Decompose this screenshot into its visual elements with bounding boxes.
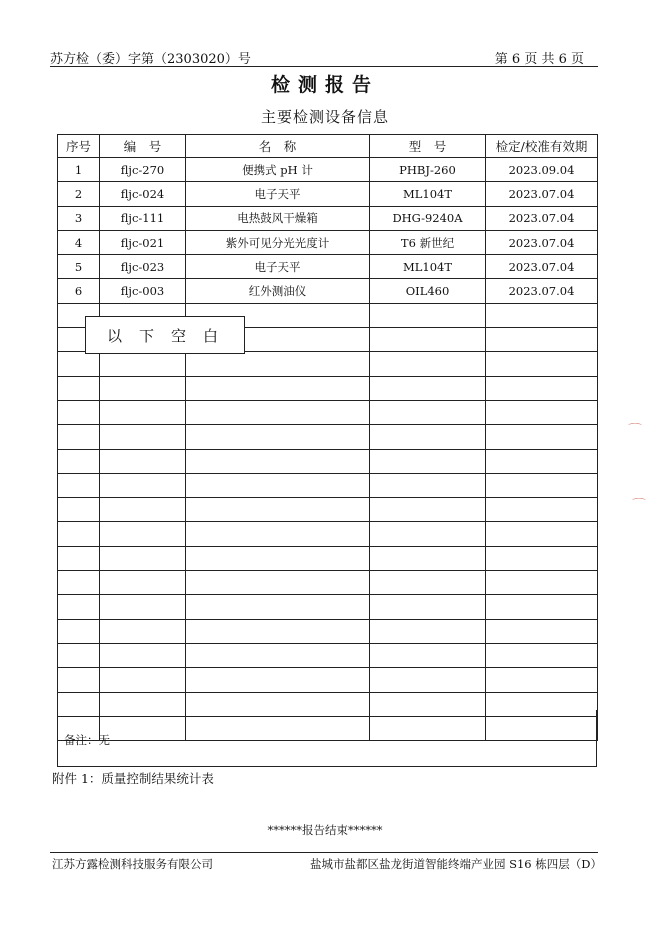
table-cell: 红外测油仪 <box>186 279 370 303</box>
table-cell <box>486 546 598 570</box>
table-cell <box>486 595 598 619</box>
table-row <box>58 619 598 643</box>
table-cell <box>100 352 186 376</box>
table-cell <box>186 425 370 449</box>
table-cell <box>370 498 486 522</box>
table-cell <box>486 376 598 400</box>
table-cell <box>100 571 186 595</box>
table-row <box>58 206 598 230</box>
table-cell <box>370 376 486 400</box>
table-cell: DHG-9240A <box>370 206 486 230</box>
report-number: 苏方检（委）字第（2303020）号 <box>50 52 251 67</box>
attachment-note: 附件 1：质量控制结果统计表 <box>52 771 214 786</box>
table-cell <box>58 571 100 595</box>
table-cell <box>370 449 486 473</box>
table-cell <box>186 546 370 570</box>
table-cell <box>100 619 186 643</box>
table-row <box>58 522 598 546</box>
table-cell <box>58 473 100 497</box>
column-header: 序号 <box>58 135 100 158</box>
table-cell <box>100 546 186 570</box>
table-row <box>58 498 598 522</box>
table-cell <box>370 473 486 497</box>
table-row <box>58 425 598 449</box>
seal-fragment: ⌒ <box>628 423 642 439</box>
table-cell <box>486 328 598 352</box>
table-cell <box>58 498 100 522</box>
footer-company: 江苏方露检测科技服务有限公司 <box>52 857 213 871</box>
table-cell: 电热鼓风干燥箱 <box>186 206 370 230</box>
table-cell <box>486 619 598 643</box>
table-cell: 2023.07.04 <box>486 206 598 230</box>
column-header: 编 号 <box>100 135 186 158</box>
table-row <box>58 400 598 424</box>
table-cell <box>186 595 370 619</box>
table-cell <box>58 643 100 667</box>
seal-fragment: ⌒ <box>632 498 646 514</box>
table-row <box>58 230 598 254</box>
header-divider <box>50 66 598 67</box>
table-cell: 6 <box>58 279 100 303</box>
table-cell: 紫外可见分光光度计 <box>186 230 370 254</box>
table-cell: 2023.07.04 <box>486 182 598 206</box>
table-cell <box>370 571 486 595</box>
section-subtitle: 主要检测设备信息 <box>260 108 389 126</box>
table-row <box>58 182 598 206</box>
table-cell: ML104T <box>370 255 486 279</box>
table-cell: OIL460 <box>370 279 486 303</box>
table-cell <box>370 425 486 449</box>
table-cell <box>370 546 486 570</box>
table-cell <box>100 643 186 667</box>
table-row <box>58 255 598 279</box>
table-cell <box>370 595 486 619</box>
table-cell <box>486 668 598 692</box>
table-cell: ML104T <box>370 182 486 206</box>
table-cell <box>370 400 486 424</box>
table-cell: PHBJ-260 <box>370 158 486 182</box>
table-row <box>58 571 598 595</box>
table-cell <box>58 595 100 619</box>
table-cell: fljc-021 <box>100 230 186 254</box>
table-cell <box>100 668 186 692</box>
report-end-mark: ******报告结束****** <box>267 823 383 837</box>
table-cell <box>100 449 186 473</box>
column-header: 型 号 <box>370 135 486 158</box>
table-body <box>58 158 598 741</box>
table-cell <box>370 619 486 643</box>
table-cell <box>186 498 370 522</box>
table-cell <box>486 425 598 449</box>
table-cell <box>486 303 598 327</box>
table-cell <box>58 619 100 643</box>
table-cell <box>486 449 598 473</box>
table-row <box>58 158 598 182</box>
table-cell: 2023.09.04 <box>486 158 598 182</box>
table-cell <box>100 400 186 424</box>
table-cell <box>58 425 100 449</box>
table-cell <box>100 522 186 546</box>
table-row <box>58 279 598 303</box>
table-row <box>58 595 598 619</box>
column-header: 名 称 <box>186 135 370 158</box>
table-cell <box>186 619 370 643</box>
page-title: 检测报告 <box>270 74 379 96</box>
table-cell <box>370 328 486 352</box>
table-cell <box>186 400 370 424</box>
remarks-box <box>57 710 597 767</box>
table-cell: 2 <box>58 182 100 206</box>
table-cell: 1 <box>58 158 100 182</box>
table-cell <box>58 400 100 424</box>
table-cell <box>100 376 186 400</box>
table-cell <box>100 595 186 619</box>
table-row <box>58 449 598 473</box>
table-row <box>58 352 598 376</box>
table-cell <box>186 522 370 546</box>
table-cell: 电子天平 <box>186 255 370 279</box>
table-cell: 4 <box>58 230 100 254</box>
equipment-table <box>57 134 598 741</box>
table-row <box>58 546 598 570</box>
table-cell <box>486 352 598 376</box>
footer-divider <box>50 852 598 853</box>
table-cell: 2023.07.04 <box>486 279 598 303</box>
table-cell: fljc-003 <box>100 279 186 303</box>
table-row <box>58 668 598 692</box>
table-cell <box>486 473 598 497</box>
table-cell <box>100 425 186 449</box>
table-cell <box>186 571 370 595</box>
table-cell <box>370 643 486 667</box>
table-cell <box>58 546 100 570</box>
table-row <box>58 376 598 400</box>
table-cell <box>186 376 370 400</box>
table-row <box>58 473 598 497</box>
blank-below-stamp: 以下空白 <box>85 316 245 354</box>
table-cell <box>58 668 100 692</box>
table-cell: 电子天平 <box>186 182 370 206</box>
table-cell: 5 <box>58 255 100 279</box>
table-cell <box>186 643 370 667</box>
table-cell: 便携式 pH 计 <box>186 158 370 182</box>
table-cell <box>486 522 598 546</box>
table-cell: fljc-270 <box>100 158 186 182</box>
table-cell <box>486 498 598 522</box>
table-cell <box>186 473 370 497</box>
table-cell: 3 <box>58 206 100 230</box>
table-cell <box>100 498 186 522</box>
table-cell <box>486 400 598 424</box>
table-row <box>58 643 598 667</box>
table-cell <box>486 643 598 667</box>
table-cell <box>486 571 598 595</box>
table-cell <box>58 376 100 400</box>
footer-address: 盐城市盐都区盐龙街道智能终端产业园 S16 栋四层（D） <box>309 857 602 871</box>
table-cell <box>58 449 100 473</box>
column-header: 检定/校准有效期 <box>486 135 598 158</box>
table-cell: 2023.07.04 <box>486 255 598 279</box>
table-cell <box>370 668 486 692</box>
table-cell <box>370 522 486 546</box>
table-cell: 2023.07.04 <box>486 230 598 254</box>
table-cell <box>186 449 370 473</box>
table-cell <box>100 473 186 497</box>
table-cell: fljc-023 <box>100 255 186 279</box>
table-cell <box>58 352 100 376</box>
table-cell <box>370 303 486 327</box>
table-cell <box>186 352 370 376</box>
table-cell <box>370 352 486 376</box>
table-cell: fljc-111 <box>100 206 186 230</box>
table-cell <box>58 522 100 546</box>
table-cell <box>186 668 370 692</box>
table-cell: T6 新世纪 <box>370 230 486 254</box>
remarks-text: 备注：无 <box>64 733 110 747</box>
table-cell: fljc-024 <box>100 182 186 206</box>
page-indicator: 第 6 页 共 6 页 <box>494 52 584 67</box>
table-header-row <box>58 135 598 158</box>
